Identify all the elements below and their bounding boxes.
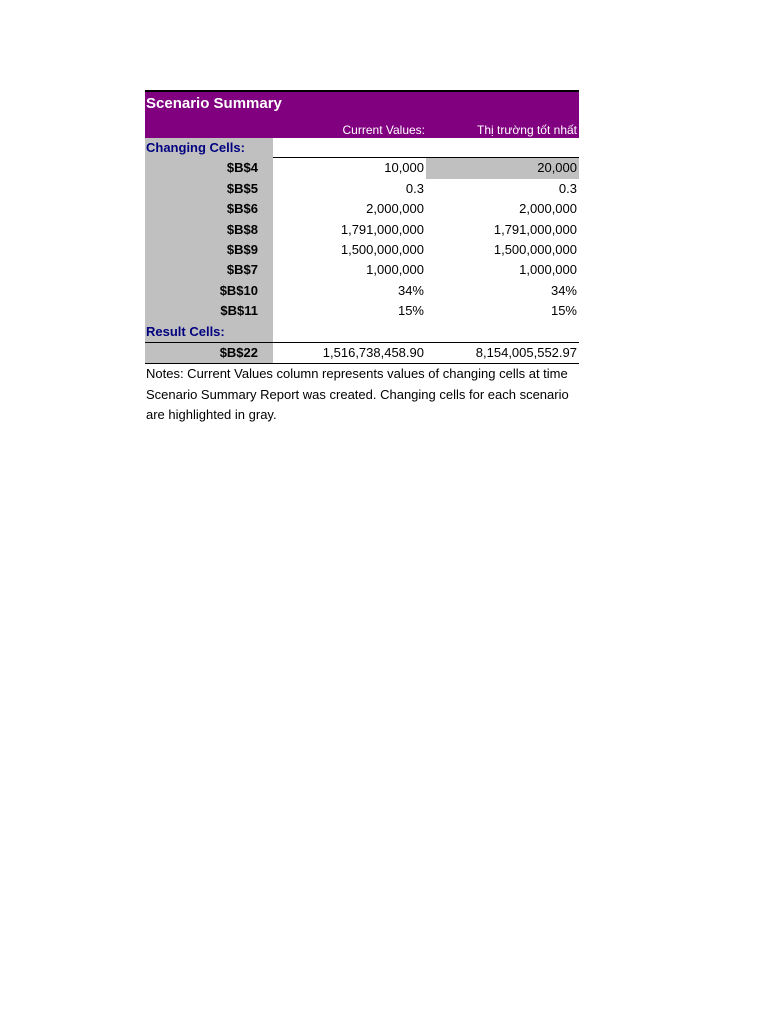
current-value: 2,000,000: [366, 201, 424, 217]
scenario-value: 34%: [550, 282, 577, 298]
scenario-value: 1,500,000,000: [493, 241, 577, 257]
scenario-value: 2,000,000: [519, 201, 577, 217]
scenario-value: 15%: [550, 303, 577, 319]
table-row: [145, 240, 579, 260]
scenario-summary-report: [145, 90, 579, 426]
report-notes: Notes: Current Values column represents values of changing cells at time Scenario Summary Report was created. Changing cells for each scenario are highlighted in gray.: [146, 365, 569, 423]
cell-reference: $B$4: [145, 158, 273, 178]
current-value: 1,516,738,458.90: [322, 344, 424, 360]
table-row: [145, 301, 579, 321]
table-row: [145, 158, 579, 178]
current-value: 1,500,000,000: [340, 241, 424, 257]
cell-reference: $B$22: [145, 343, 273, 363]
table-row: [145, 199, 579, 219]
scenario-value: 20,000: [426, 158, 579, 178]
table-row: [145, 179, 579, 199]
cell-reference: $B$11: [145, 301, 273, 321]
cell-reference: $B$9: [145, 240, 273, 260]
table-row: [145, 260, 579, 280]
current-value: 15%: [397, 303, 424, 319]
current-value: 10,000: [384, 160, 424, 176]
report-header: [145, 90, 579, 138]
scenario-value: 1,791,000,000: [493, 221, 577, 237]
changing-cells-rows: [145, 158, 579, 321]
scenario-value: 1,000,000: [519, 262, 577, 278]
scenario-value: 0.3: [558, 180, 577, 196]
result-cells-label: Result Cells:: [145, 322, 273, 342]
column-header-scenario: Thị trường tốt nhất: [477, 123, 577, 137]
cell-reference: $B$10: [145, 281, 273, 301]
changing-cells-label: Changing Cells:: [145, 138, 273, 158]
current-value: 34%: [397, 282, 424, 298]
table-row-result: [145, 342, 579, 364]
table-row: [145, 220, 579, 240]
current-value: 1,000,000: [366, 262, 424, 278]
current-value: 1,791,000,000: [340, 221, 424, 237]
table-row: [145, 281, 579, 301]
changing-cells-section: [145, 138, 579, 158]
cell-reference: $B$8: [145, 220, 273, 240]
report-title: Scenario Summary: [146, 95, 282, 112]
cell-reference: $B$7: [145, 260, 273, 280]
current-value: 0.3: [405, 180, 424, 196]
cell-reference: $B$6: [145, 199, 273, 219]
column-header-current: Current Values:: [342, 123, 425, 137]
scenario-value: 8,154,005,552.97: [475, 344, 577, 360]
cell-reference: $B$5: [145, 179, 273, 199]
result-cells-section: [145, 322, 579, 342]
